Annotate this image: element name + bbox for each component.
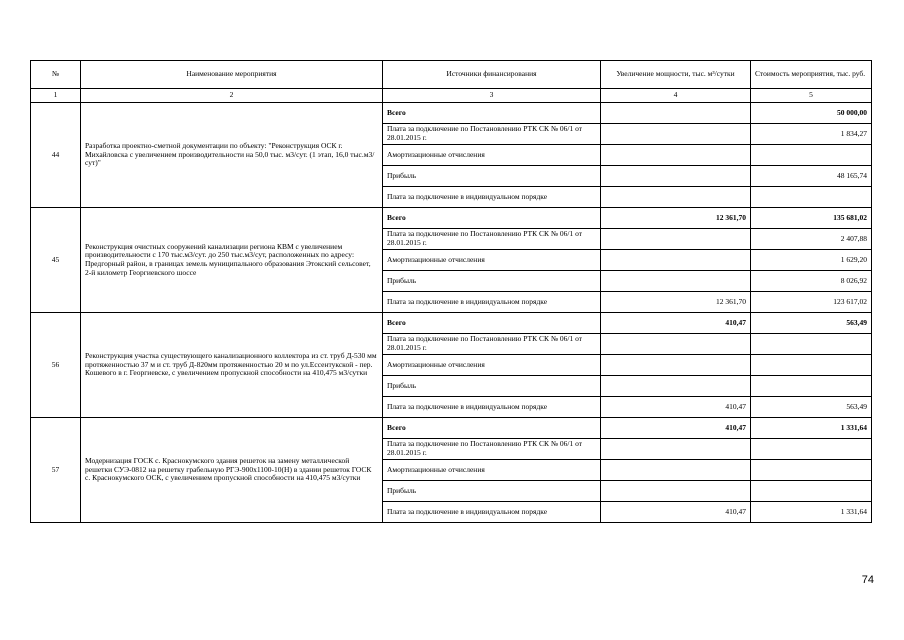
item-number: 45 — [31, 208, 81, 313]
cost-value — [751, 460, 872, 481]
investment-table — [30, 60, 872, 523]
item-name: Реконструкция очистных сооружений канализации региона КВМ с увеличением производительности с 170 тыс.м3/сут. до 250 тыс.м3/сут, расположенных по адресу: Предгорный район, в границах земель муниципального образования Этокский сельсовет, 2-й километр Георгиевского шоссе — [81, 208, 383, 313]
header-cost: Стоимость мероприятия, тыс. руб. — [751, 61, 872, 89]
funding-source: Плата за подключение в индивидуальном порядке — [383, 292, 601, 313]
cost-value: 135 681,02 — [751, 208, 872, 229]
index-cell: 5 — [751, 89, 872, 103]
capacity-value — [601, 166, 751, 187]
funding-source: Плата за подключение в индивидуальном порядке — [383, 397, 601, 418]
item-number: 56 — [31, 313, 81, 418]
cost-value: 2 407,88 — [751, 229, 872, 250]
table-row — [31, 103, 872, 124]
cost-value: 48 165,74 — [751, 166, 872, 187]
header-row — [31, 61, 872, 89]
capacity-value — [601, 481, 751, 502]
funding-source: Всего — [383, 418, 601, 439]
cost-value: 563,49 — [751, 397, 872, 418]
funding-source: Плата за подключение по Постановлению РТК СК № 06/1 от 28.01.2015 г. — [383, 124, 601, 145]
funding-source: Плата за подключение по Постановлению РТК СК № 06/1 от 28.01.2015 г. — [383, 229, 601, 250]
capacity-value — [601, 334, 751, 355]
index-cell: 1 — [31, 89, 81, 103]
capacity-value — [601, 124, 751, 145]
cost-value — [751, 481, 872, 502]
cost-value: 1 629,20 — [751, 250, 872, 271]
item-number: 57 — [31, 418, 81, 523]
funding-source: Всего — [383, 313, 601, 334]
capacity-value — [601, 187, 751, 208]
funding-source: Плата за подключение в индивидуальном порядке — [383, 502, 601, 523]
capacity-value: 410,47 — [601, 502, 751, 523]
funding-source: Плата за подключение в индивидуальном порядке — [383, 187, 601, 208]
index-cell: 3 — [383, 89, 601, 103]
capacity-value — [601, 355, 751, 376]
cost-value: 1 331,64 — [751, 502, 872, 523]
capacity-value — [601, 271, 751, 292]
capacity-value — [601, 439, 751, 460]
header-capacity: Увеличение мощности, тыс. м³/сутки — [601, 61, 751, 89]
capacity-value: 12 361,70 — [601, 208, 751, 229]
cost-value: 50 000,00 — [751, 103, 872, 124]
item-name: Реконструкция участка существующего канализационного коллектора из ст. труб Д-530 мм протяженностью 37 м и ст. труб Д-820мм протяженностью 20 м по ул.Ессентукской - пер. Кошевого в г. Георгиевске, с увеличением пропускной способности на 410,475 м3/сутки — [81, 313, 383, 418]
capacity-value: 410,47 — [601, 397, 751, 418]
cost-value: 563,49 — [751, 313, 872, 334]
funding-source: Амортизационные отчисления — [383, 460, 601, 481]
item-name: Модернизация ГОСК с. Краснокумского здания решеток на замену металлической решетки СУЭ-0812 на решетку грабельную РГЭ-900х1100-10(Н) в здании решеток ГОСК с. Краснокумского ОСК, с увеличением пропускной способности на 410,475 м3/сутки — [81, 418, 383, 523]
header-num: № — [31, 61, 81, 89]
table-row — [31, 208, 872, 229]
funding-source: Прибыль — [383, 271, 601, 292]
header-name: Наименование мероприятия — [81, 61, 383, 89]
cost-value: 123 617,02 — [751, 292, 872, 313]
funding-source: Плата за подключение по Постановлению РТК СК № 06/1 от 28.01.2015 г. — [383, 334, 601, 355]
capacity-value — [601, 460, 751, 481]
capacity-value — [601, 250, 751, 271]
funding-source: Прибыль — [383, 166, 601, 187]
cost-value — [751, 376, 872, 397]
index-cell: 2 — [81, 89, 383, 103]
capacity-value — [601, 376, 751, 397]
table-row — [31, 418, 872, 439]
cost-value: 1 331,64 — [751, 418, 872, 439]
capacity-value: 410,47 — [601, 313, 751, 334]
item-name: Разработка проектно-сметной документации по объекту: "Реконструкция ОСК г. Михайловска с увеличением производительности на 50,0 тыс. м3/сут. (1 этап, 16,0 тыс.м3/сут)" — [81, 103, 383, 208]
capacity-value: 12 361,70 — [601, 292, 751, 313]
cost-value: 8 026,92 — [751, 271, 872, 292]
funding-source: Амортизационные отчисления — [383, 355, 601, 376]
capacity-value — [601, 229, 751, 250]
capacity-value — [601, 103, 751, 124]
funding-source: Амортизационные отчисления — [383, 145, 601, 166]
funding-source: Амортизационные отчисления — [383, 250, 601, 271]
cost-value — [751, 355, 872, 376]
capacity-value: 410,47 — [601, 418, 751, 439]
funding-source: Всего — [383, 103, 601, 124]
cost-value — [751, 145, 872, 166]
funding-source: Прибыль — [383, 376, 601, 397]
cost-value — [751, 439, 872, 460]
cost-value — [751, 187, 872, 208]
header-source: Источники финансирования — [383, 61, 601, 89]
funding-source: Плата за подключение по Постановлению РТК СК № 06/1 от 28.01.2015 г. — [383, 439, 601, 460]
capacity-value — [601, 145, 751, 166]
page-number: 74 — [861, 574, 874, 586]
cost-value — [751, 334, 872, 355]
funding-source: Прибыль — [383, 481, 601, 502]
item-number: 44 — [31, 103, 81, 208]
index-row — [31, 89, 872, 103]
cost-value: 1 834,27 — [751, 124, 872, 145]
table-row — [31, 313, 872, 334]
funding-source: Всего — [383, 208, 601, 229]
index-cell: 4 — [601, 89, 751, 103]
